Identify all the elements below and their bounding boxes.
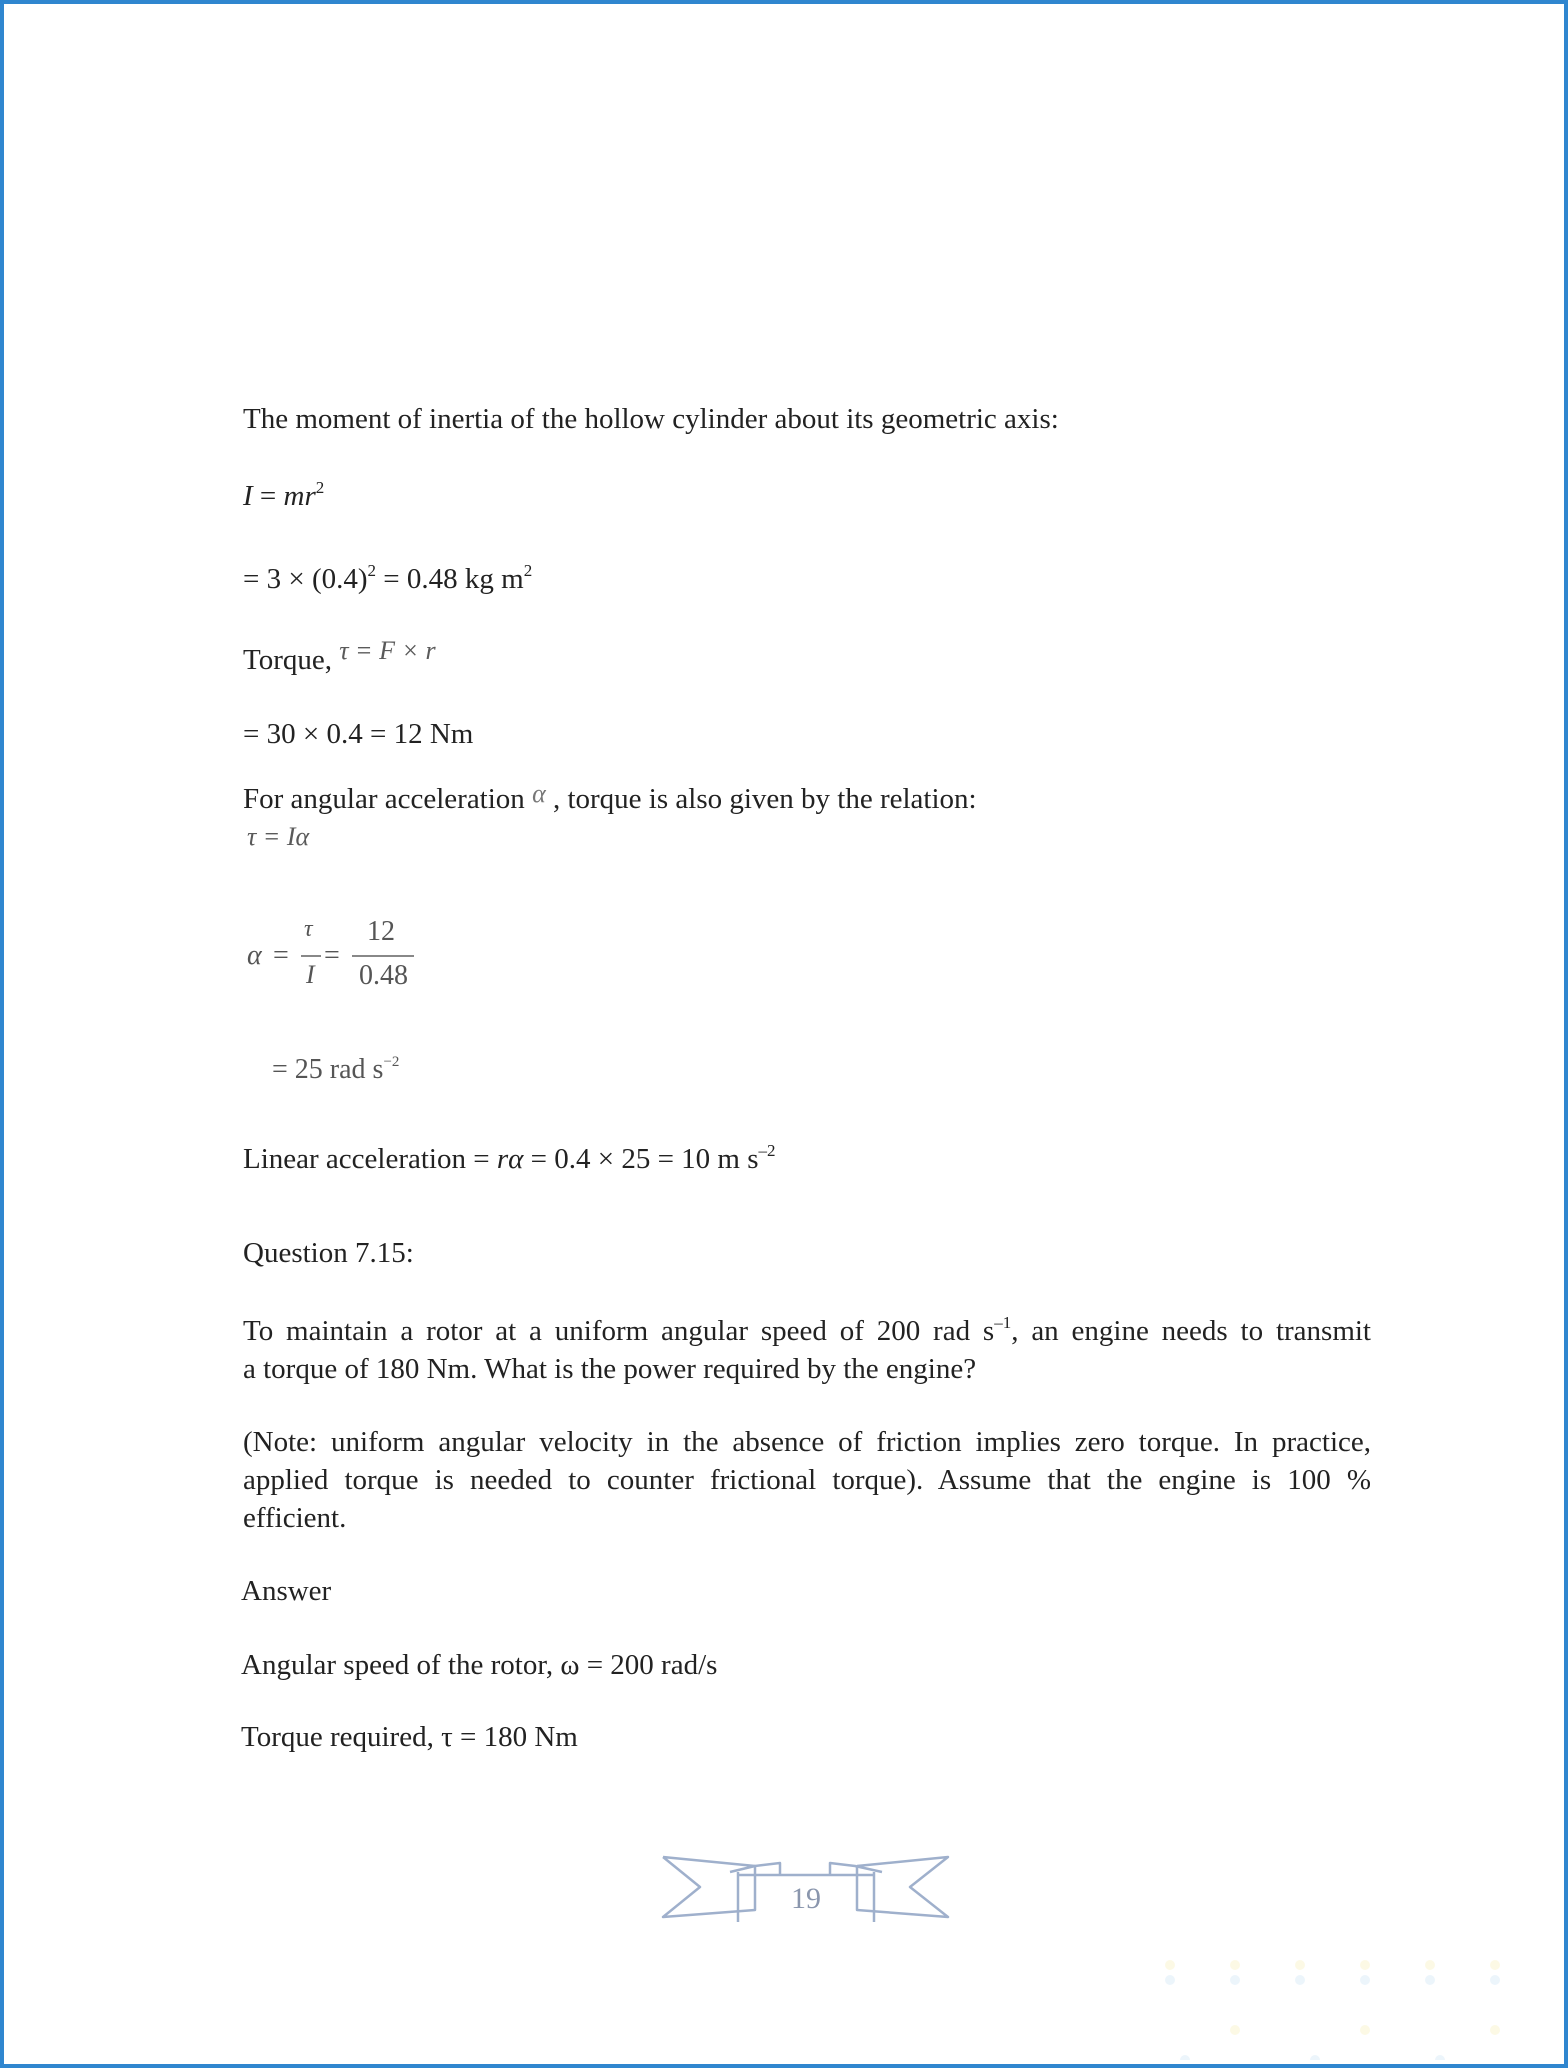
answer-torque-required: Torque required, τ = 180 Nm: [241, 1721, 578, 1753]
linear-accel-post: = 0.4 × 25 = 10 m s: [523, 1143, 759, 1175]
torque-line: [243, 636, 436, 676]
note-line-2: applied torque is needed to counter frictional torque). Assume that the engine is 100 %: [243, 1464, 1371, 1496]
moi-value-exp1: 2: [367, 561, 377, 580]
fraction-small-numerator: τ: [304, 916, 313, 942]
moi-formula: [243, 478, 325, 512]
angular-accel-intro: [243, 779, 977, 815]
question-line-1-post: , an engine needs to transmit: [1011, 1315, 1371, 1347]
alpha-fraction-image: [247, 910, 427, 995]
angular-accel-intro-pre: For angular acceleration: [243, 783, 533, 815]
page-number: 19: [791, 1882, 821, 1915]
fraction-equals-1: =: [273, 940, 289, 971]
torque-relation-image: τ = Iα: [247, 822, 310, 851]
torque-label: Torque,: [243, 644, 340, 676]
torque-value: = 30 × 0.4 = 12 Nm: [243, 718, 474, 750]
moi-symbol: I: [243, 480, 253, 512]
alpha-symbol-image: α: [532, 779, 546, 808]
moi-equals: =: [252, 480, 284, 512]
fraction-small-denominator: I: [306, 960, 315, 989]
question-line-1: [243, 1313, 1371, 1347]
note-line-1: (Note: uniform angular velocity in the absence of friction implies zero torque. In practice,: [243, 1426, 1371, 1458]
question-line-1-pre: To maintain a rotor at a uniform angular speed of 200 rad s: [243, 1315, 995, 1347]
moi-value-exp2: 2: [523, 561, 533, 580]
fraction-denominator: 0.48: [359, 960, 408, 991]
alpha-value-image: [272, 1056, 399, 1084]
alpha-value-text: = 25 rad s: [272, 1054, 384, 1085]
angular-accel-intro-post: , torque is also given by the relation:: [545, 783, 977, 815]
question-title: Question 7.15:: [243, 1237, 414, 1269]
moi-rhs: mr: [283, 480, 316, 512]
fraction-lhs: α: [247, 940, 262, 971]
watermark-pattern-icon: [1120, 1900, 1560, 2060]
linear-accel: [243, 1141, 776, 1175]
page-number-ribbon: [660, 1850, 952, 1925]
moi-exponent: 2: [315, 478, 325, 497]
moi-value: [243, 561, 533, 595]
question-line-2: a torque of 180 Nm. What is the power required by the engine?: [243, 1353, 977, 1385]
moi-intro-text: The moment of inertia of the hollow cylinder about its geometric axis:: [243, 403, 1059, 435]
moi-value-pre: = 3 × (0.4): [243, 563, 368, 595]
note-line-3: efficient.: [243, 1502, 347, 1534]
question-line-1-exp: –1: [994, 1313, 1012, 1332]
linear-accel-ralpha: rα: [496, 1143, 524, 1175]
answer-angular-speed: Angular speed of the rotor, ω = 200 rad/s: [241, 1649, 718, 1681]
fraction-bar-small: [301, 955, 321, 957]
fraction-equals-2: =: [324, 940, 340, 971]
alpha-value-exp: −2: [383, 1054, 400, 1070]
linear-accel-exp: –2: [758, 1141, 776, 1160]
answer-label: Answer: [241, 1575, 332, 1607]
fraction-bar-large: [352, 955, 414, 957]
moi-value-mid: = 0.48 kg m: [376, 563, 524, 595]
linear-accel-pre: Linear acceleration =: [243, 1143, 497, 1175]
fraction-numerator: 12: [367, 916, 395, 947]
torque-formula-image: τ = F × r: [339, 636, 436, 665]
